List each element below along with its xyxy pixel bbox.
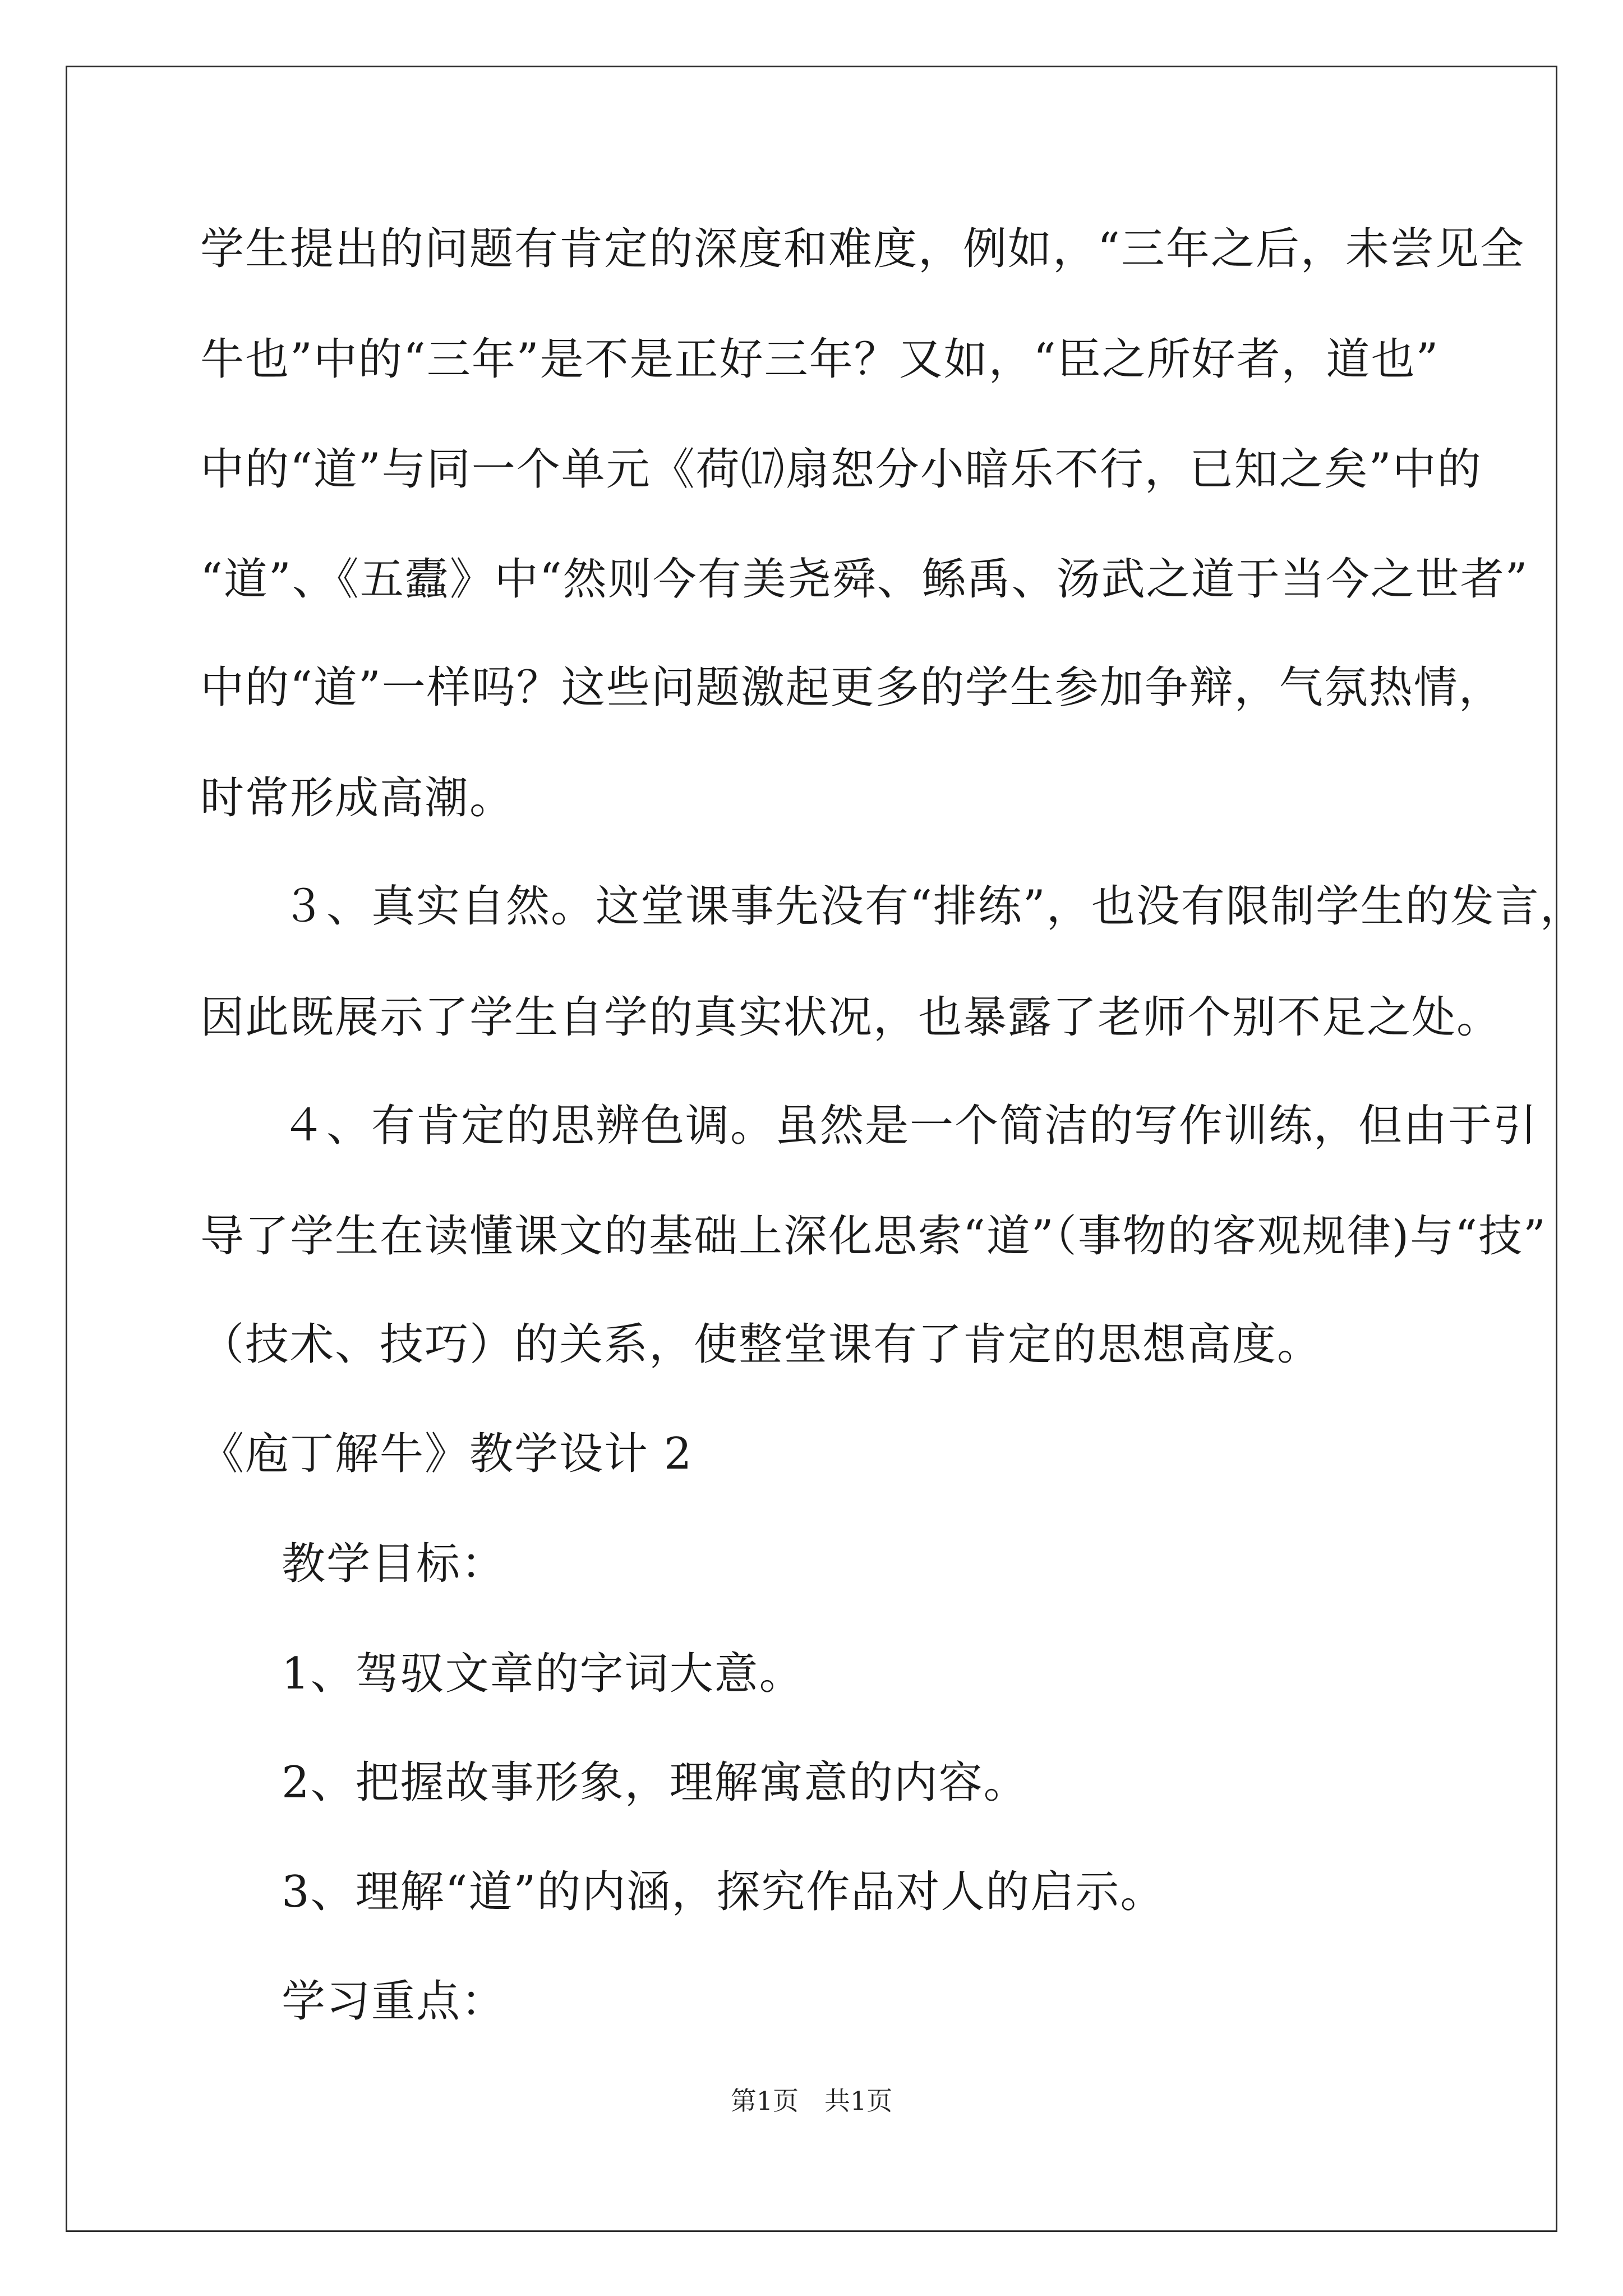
paragraph-line: ３、真实自然。这堂课事先没有“排练”，也没有限制学生的发言， — [282, 881, 1585, 932]
subheading: 学习重点： — [282, 1976, 506, 2027]
paragraph-line: 中的“道”一样吗？这些问题激起更多的学生参加争辩，气氛热情， — [200, 662, 1504, 713]
paragraph-line: 中的“道”与同一个单元《荷⒄扇恕分小暗乐不行，已知之矣”中的 — [200, 444, 1482, 495]
list-item: 2、把握故事形象，理解寓意的内容。 — [282, 1757, 1029, 1808]
paragraph-line: 因此既展示了学生自学的真实状况，也暴露了老师个别不足之处。 — [200, 992, 1502, 1043]
paragraph-line: 学生提出的问题有肯定的深度和难度，例如，“三年之后，未尝见全 — [200, 224, 1525, 274]
list-item: 3、理解“道”的内涵，探究作品对人的启示。 — [282, 1867, 1165, 1917]
subheading: 教学目标： — [282, 1539, 506, 1589]
paragraph-line: “道”、《五蠹》中“然则今有美尧舜、鲧禹、汤武之道于当今之世者” — [200, 554, 1529, 605]
list-item: 1、驾驭文章的字词大意。 — [282, 1649, 804, 1699]
paragraph-line: 时常形成高潮。 — [200, 773, 515, 823]
page-number: 第1页 共1页 — [730, 2086, 893, 2116]
paragraph-line: （技术、技巧）的关系，使整堂课有了肯定的思想高度。 — [200, 1319, 1322, 1370]
paragraph-line: 牛也”中的“三年”是不是正好三年？又如，“臣之所好者，道也” — [200, 334, 1440, 385]
paragraph-line: 导了学生在读懂课文的基础上深化思索“道”（事物的客观规律)与“技” — [200, 1211, 1547, 1262]
section-heading: 《庖丁解牛》教学设计 2 — [200, 1429, 693, 1479]
paragraph-line: ４、有肯定的思辨色调。虽然是一个简洁的写作训练，但由于引 — [282, 1101, 1538, 1151]
